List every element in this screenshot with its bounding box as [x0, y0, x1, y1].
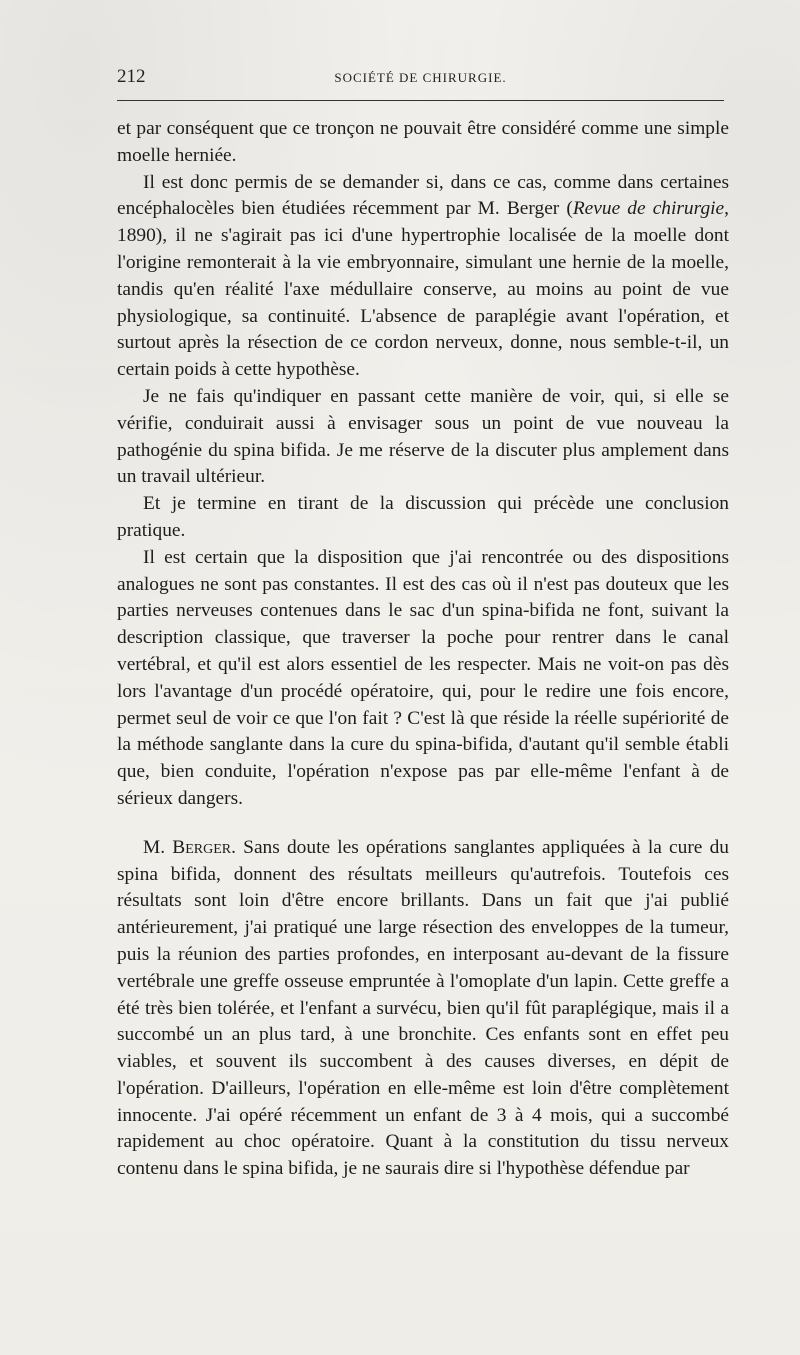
body-text: [117, 116, 729, 1183]
paragraph-text: , 1890), il ne s'agirait pas ici d'une hypertrophie localisée de la moelle dont l'origine remonterait à la vie embryonnaire, simulant une hernie de la moelle, tandis qu'en réalité l'axe médullaire conserve, au moins au point de vue physiologique, sa continuité. L'absence de paraplégie avant l'opération, et surtout après la résection de ce cordon nerveux, donne, nous semble-t-il, un certain poids à cette hypothèse.: [117, 198, 729, 381]
page-number: 212: [117, 66, 146, 87]
paragraph-text: Il est donc permis de se demander si, dans ce cas, comme dans certaines encéphalocèles bien étudiées récemment par M. Berger (: [117, 171, 729, 220]
paragraph-conclusion: Il est certain que la disposition que j'ai rencontrée ou des dispositions analogues ne sont pas constantes. Il est des cas où il n'est pas douteux que les parties nerveuses contenues dans le sac d'un spina-bifida ne font, suivant la description classique, que traverser la poche pour rentrer dans le canal vertébral, et qu'il est alors essentiel de les respecter. Mais ne voit-on pas dès lors l'avantage d'un procédé opératoire, qui, pour le redire une fois encore, permet seul de voir ce que l'on fait ? C'est là que réside la réelle supériorité de la méthode sanglante dans la cure du spina-bifida, d'autant qu'il semble établi que, bien conduite, l'opération n'expose pas par elle-même l'enfant à de sérieux dangers.: [117, 546, 729, 809]
speaker-name: M. Berger.: [143, 836, 236, 858]
paragraph-continuation: et par conséquent que ce tronçon ne pouvait être considéré comme une simple moelle herniée.: [117, 118, 729, 166]
paragraph-conclusion-intro: Et je termine en tirant de la discussion qui précède une conclusion pratique.: [117, 493, 729, 541]
paragraph-berger: [117, 835, 729, 1183]
paragraph-text: Sans doute les opérations sanglantes appliquées à la cure du spina bifida, donnent des résultats meilleurs qu'autrefois. Toutefois ces résultats sont loin d'être encore brillants. Dans un fait que j'ai publié antérieurement, j'ai pratiqué une large résection des enveloppes de la tumeur, puis la réunion des parties profondes, en interposant au-devant de la fissure vertébrale une greffe osseuse empruntée à l'omoplate d'un lapin. Cette greffe a été très bien tolérée, et l'enfant a survécu, bien qu'il fût paraplégique, mais il a succombé un an plus tard, à une bronchite. Ces enfants sont en effet peu viables, et souvent ils succombent à des causes diverses, en dépit de l'opération. D'ailleurs, l'opération en elle-même est loin d'être complètement innocente. J'ai opéré récemment un enfant de 3 à 4 mois, qui a succombé rapidement au choc opératoire. Quant à la constitution du tissu nerveux contenu dans le spina bifida, je ne saurais dire si l'hypothèse défendue par: [117, 836, 729, 1180]
header-rule: [117, 100, 724, 101]
paragraph-pathogenie: Je ne fais qu'indiquer en passant cette manière de voir, qui, si elle se vérifie, conduirait aussi à envisager sous un point de vue nouveau la pathogénie du spina bifida. Je me réserve de la discuter plus amplement dans un travail ultérieur.: [117, 385, 729, 488]
running-title: SOCIÉTÉ DE CHIRURGIE.: [334, 70, 507, 85]
journal-title: Revue de chirurgie: [572, 198, 725, 220]
paragraph-hypertrophy: [117, 170, 729, 384]
page-header: [117, 62, 724, 98]
